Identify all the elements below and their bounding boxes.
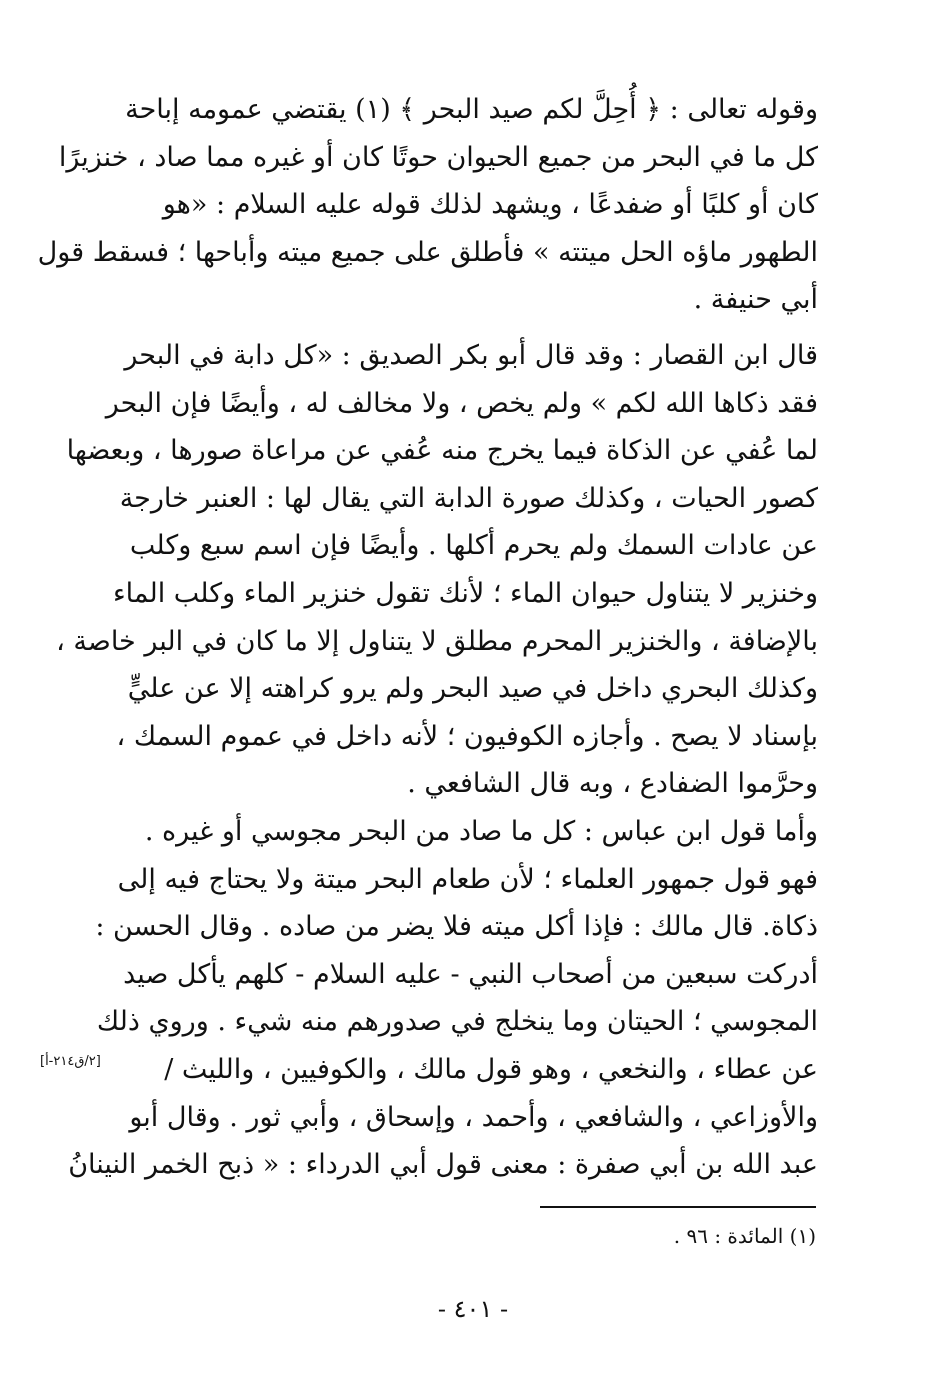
text-line: عن عادات السمك ولم يحرم أكلها . وأيضًا فإن اسم سبع وكلب [129,530,818,562]
text-line: وأما قول ابن عباس : كل ما صاد من البحر مجوسي أو غيره . [144,816,818,847]
text-line: لما عُفي عن الذكاة فيما يخرج منه عُفي عن مراعاة صورها ، وبعضها [66,435,818,467]
paragraph-1 [37,86,818,324]
text-line: فقد ذكاها الله لكم » ولم يخص ، ولا مخالف له ، وأيضًا فإن البحر [105,387,818,419]
text-line: أبي حنيفة . [693,284,818,316]
text-line: بالإضافة ، والخنزير المحرم مطلق لا يتناول إلا ما كان في البر خاصة ، [56,625,818,657]
text-line: بإسناد لا يصح . وأجازه الكوفيون ؛ لأنه داخل في عموم السمك ، [116,720,818,752]
text-line: كصور الحيات ، وكذلك صورة الدابة التي يقال لها : العنبر خارجة [119,482,818,514]
text-line: وحرَّموا الضفادع ، وبه قال الشافعي . [407,768,818,800]
page-number: - ٤٠١ - [437,1295,509,1323]
text-line: أدركت سبعين من أصحاب النبي - عليه السلام - كلهم يأكل صيد [123,958,818,990]
text-line: عبد الله بن أبي صفرة : معنى قول أبي الدرداء : « ذبح الخمر النينانُ [68,1149,818,1181]
footnote: (١) المائدة : ٩٦ . [673,1224,816,1248]
text-line: قال ابن القصار : وقد قال أبو بكر الصديق : «كل دابة في البحر [124,340,818,371]
text-line: كل ما في البحر من جميع الحيوان حوتًا كان أو غيره مما صاد ، خنزيرًا [58,141,818,173]
text-line: عن عطاء ، والنخعي ، وهو قول مالك ، والكوفيين ، والليث / [164,1053,818,1085]
text-line: وخنزير لا يتناول حيوان الماء ؛ لأنك تقول خنزير الماء وكلب الماء [112,577,818,609]
text-line: المجوسي ؛ الحيتان وما ينخلج في صدورهم منه شيء . وروي ذلك [96,1006,818,1038]
text-line: فهو قول جمهور العلماء ؛ لأن طعام البحر ميتة ولا يحتاج فيه إلى [117,863,818,895]
text-line: ذكاة. قال مالك : فإذا أكل ميته فلا يضر من صاده . وقال الحسن : [95,911,818,943]
text-line: والأوزاعي ، والشافعي ، وأحمد ، وإسحاق ، وأبي ثور . وقال أبو [129,1101,818,1133]
paragraph-2 [56,332,818,808]
footnote-divider [540,1206,816,1208]
text-line: الطهور ماؤه الحل ميتته » فأطلق على جميع ميته وأباحها ؛ فسقط قول [37,236,818,268]
text-line: كان أو كلبًا أو ضفدعًا ، ويشهد لذلك قوله عليه السلام : «هو [162,189,818,221]
text-line: وقوله تعالى : ﴿ أُحِلَّ لكم صيد البحر ﴾ (١) يقتضي عمومه إباحة [125,94,818,125]
manuscript-folio-note: [٢/ق٢١٤-أ] [40,1054,101,1069]
text-line: وكذلك البحري داخل في صيد البحر ولم يرو كراهته إلا عن عليٍّ [127,673,818,705]
